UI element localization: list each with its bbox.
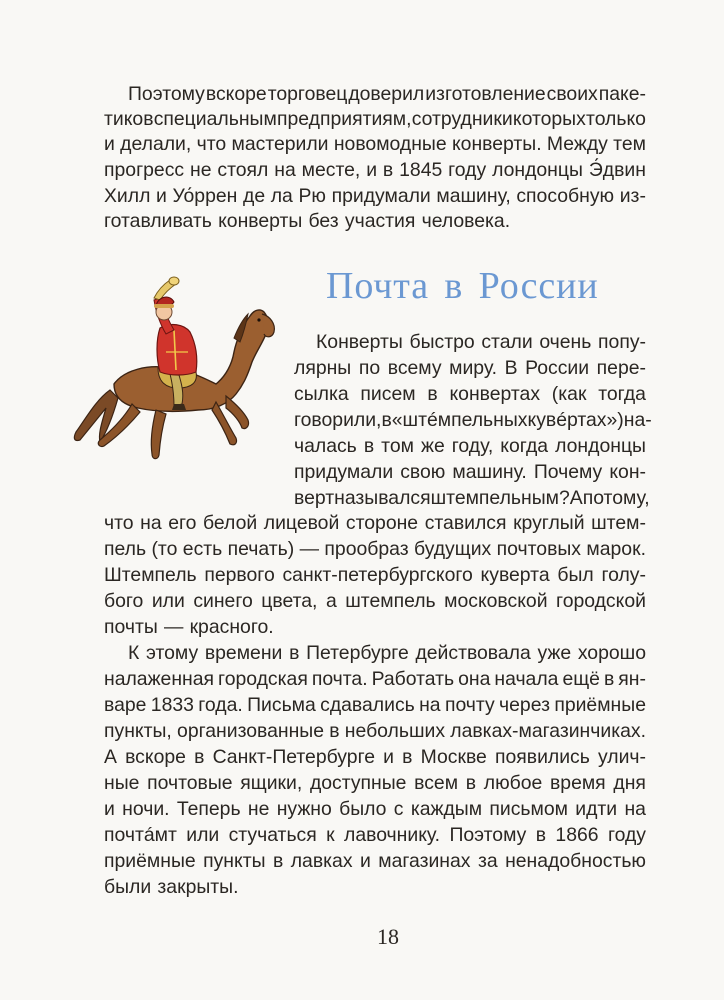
text-line: почты — красного. xyxy=(104,616,274,638)
text-line: ные почтовые ящики, доступные всем в любое время дня xyxy=(104,772,646,794)
text-line: прогресс не стоял на месте, и в 1845 году лондонцы Э́двин xyxy=(104,159,646,181)
text-line: Хилл и Уо́ррен де ла Рю придумали машину, способную из- xyxy=(104,185,646,207)
text-line: говорили, в «штéмпельных кувéртах») на- xyxy=(294,409,652,431)
text-line: были закрыты. xyxy=(104,876,239,898)
text-line: что на его белой лицевой стороне ставился круглый штем- xyxy=(104,512,646,534)
text-line: К этому времени в Петербурге действовала уже хорошо xyxy=(128,642,646,664)
post-rider-illustration xyxy=(66,272,280,472)
text-line: верт назывался штемпельным? А потому, xyxy=(294,487,650,509)
text-line: пункты, организованные в небольших лавках-магазинчиках. xyxy=(104,720,646,742)
text-line: почтáмт или стучаться к лавочнику. Поэтому в 1866 году xyxy=(104,824,646,846)
text-line: сылка писем в конвертах (как тогда xyxy=(294,383,646,405)
text-line: придумали свою машину. Почему кон- xyxy=(294,461,646,483)
section-heading: Почта в России xyxy=(326,265,599,307)
text-line: лярны по всему миру. В России пере- xyxy=(294,357,646,379)
text-line: Поэтому вскоре торговец доверил изготовление своих паке- xyxy=(128,83,646,105)
text-line: чалась в том же году, когда лондонцы xyxy=(294,435,646,457)
text-line: бого или синего цвета, а штемпель московской городской xyxy=(104,590,646,612)
text-line: готавливать конверты без участия человека. xyxy=(104,210,511,232)
text-line: и делали, что мастерили новомодные конверты. Между тем xyxy=(104,133,646,155)
text-line: варе 1833 года. Письма сдавались на почту через приёмные xyxy=(104,694,646,716)
text-line: приёмные пункты в лавках и магазинах за ненадобностью xyxy=(104,850,646,872)
page-number: 18 xyxy=(377,924,399,949)
text-line: А вскоре в Санкт-Петербурге и в Москве появились улич- xyxy=(104,746,646,768)
text-line: тиков специальным предприятиям, сотрудники которых только xyxy=(104,108,646,130)
text-line: пель (то есть печать) — прообраз будущих почтовых марок. xyxy=(104,538,646,560)
text-line: Конверты быстро стали очень попу- xyxy=(316,331,646,353)
text-line: Штемпель первого санкт-петербургского куверта был голу- xyxy=(104,564,646,586)
text-line: налаженная городская почта. Работать она начала ещё в ян- xyxy=(104,668,646,690)
text-line: и ночи. Теперь не нужно было с каждым письмом идти на xyxy=(104,798,646,820)
